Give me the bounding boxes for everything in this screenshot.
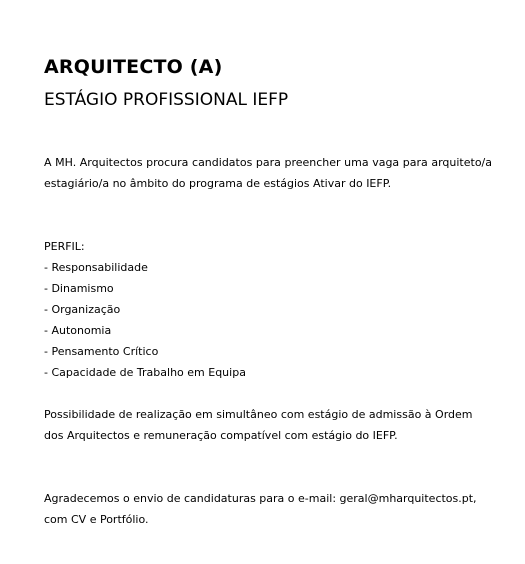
contact-paragraph: Agradecemos o envio de candidaturas para o e-mail: geral@mharquitectos.pt, com CV e Portfólio. (44, 492, 477, 526)
profile-section (44, 236, 492, 383)
admission-paragraph: Possibilidade de realização em simultâneo com estágio de admissão à Ordem dos Arquitectos e remuneração compatível com estágio do IEFP. (44, 408, 473, 442)
profile-list (44, 257, 492, 383)
profile-item-pensamento-critico: - Pensamento Crítico (44, 345, 159, 358)
profile-item-responsabilidade: - Responsabilidade (44, 261, 148, 274)
profile-heading: PERFIL: (44, 240, 85, 253)
job-title: ARQUITECTO (A) (44, 56, 223, 78)
profile-item-dinamismo: - Dinamismo (44, 282, 114, 295)
intro-paragraph: A MH. Arquitectos procura candidatos para preencher uma vaga para arquiteto/a estagiário/a no âmbito do programa de estágios Ativar do IEFP. (44, 156, 492, 190)
profile-item-organizacao: - Organização (44, 303, 121, 316)
profile-item-autonomia: - Autonomia (44, 324, 112, 337)
profile-item-trabalho-equipa: - Capacidade de Trabalho em Equipa (44, 366, 246, 379)
job-subtitle: ESTÁGIO PROFISSIONAL IEFP (44, 90, 289, 110)
